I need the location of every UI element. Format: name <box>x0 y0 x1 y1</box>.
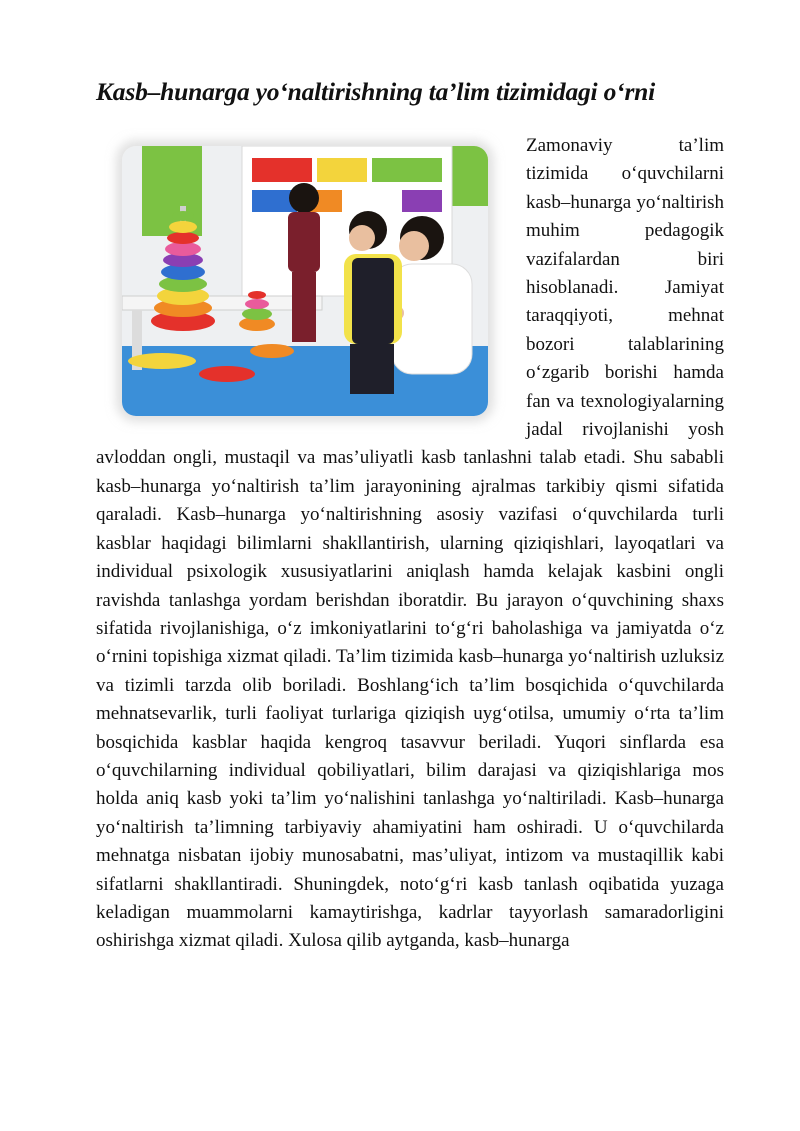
photo-child-vest <box>352 258 394 344</box>
photo-woman-face <box>399 231 429 261</box>
photo-child-face <box>349 225 375 251</box>
photo-child-legs <box>350 344 394 394</box>
photo-boy-back-body <box>288 212 320 272</box>
document-page <box>96 72 724 956</box>
document-body-paragraph: Zamonaviy ta’lim tizimida o‘quvchilarni kasb–hunarga yo‘naltirish muhim pedagogik vazifalardan biri hisoblanadi. Jamiyat taraqqiyoti, mehnat bozori talablarining o‘zgarib borishi hamda fan va texnologiyalarning jadal rivojlanishi yosh avloddan ongli, mustaqil va mas’uliyatli kasb tanlashni talab etadi. Shu sababli kasb–hunarga yo‘naltirish ta’lim jarayonining ajralmas tarkibiy qismi sifatida qaraladi. Kasb–hunarga yo‘naltirishning asosiy vazifasi o‘quvchilarda turli kasblar haqidagi bilimlarni shakllantirish, ularning qiziqishlari, layoqatlari va individual psixologik xususiyatlarini aniqlash hamda kelajak kasbini ongli ravishda tanlashga yordam berishdan iboratdir. Bu jarayon o‘quvchining shaxs sifatida rivojlanishiga, o‘z imkoniyatlarini to‘g‘ri baholashiga va jamiyatda o‘z o‘rnini topishiga xizmat qiladi. Ta’lim tizimida kasb–hunarga yo‘naltirish uzluksiz va tizimli tarzda olib boriladi. Boshlang‘ich ta’lim bosqichida o‘quvchilarda mehnatsevarlik, turli faoliyat turlariga qiziqish uyg‘otilsa, umumiy o‘rta ta’lim bosqichida kasblar haqida kengroq tasavvur beriladi. Yuqori sinflarda esa o‘quvchilarning individual qobiliyatlari, bilim darajasi va qiziqishlariga mos holda aniq kasb yoki ta’lim yo‘nalishini tanlashga yo‘naltiriladi. Kasb–hunarga yo‘naltirish ta’limning tarbiyaviy ahamiyatini ham oshiradi. U o‘quvchilarda mehnatga nisbatan ijobiy munosabatni, mas’uliyat, intizom va mustaqillik kabi sifatlarni shakllantiradi. Shuningdek, noto‘g‘ri kasb tanlash oqibatida yuzaga keladigan muammolarni kamaytirishga, kadrlar tayyorlash samaradorligini oshirishga xizmat qiladi. Xulosa qilib aytganda, kasb–hunarga <box>96 135 724 952</box>
photo-ring-7 <box>165 242 201 256</box>
photo-boy-back-legs <box>292 272 316 342</box>
classroom-photo-frame <box>110 136 500 436</box>
photo-woman-body <box>392 264 472 374</box>
photo-floor-toy-2 <box>199 366 255 382</box>
photo-shelf-purple-box <box>402 190 442 212</box>
document-title: Kasb–hunarga yo‘naltirishning ta’lim tizimidagi o‘rni <box>96 77 656 106</box>
photo-green-panel <box>142 146 202 236</box>
photo-small-ring-3 <box>245 299 269 309</box>
classroom-illustration <box>122 146 488 416</box>
classroom-photo <box>122 146 488 416</box>
photo-ring-8 <box>167 232 199 244</box>
photo-small-ring-4 <box>248 291 266 299</box>
photo-shelf-yellow-box <box>317 158 367 182</box>
photo-small-ring-2 <box>242 308 272 320</box>
photo-shelf-red-box <box>252 158 312 182</box>
photo-ring-10 <box>172 211 194 221</box>
photo-floor-toy-1 <box>128 353 196 369</box>
photo-boy-back-head <box>289 183 319 213</box>
photo-ring-9 <box>169 221 197 233</box>
photo-floor-toy-3 <box>250 344 294 358</box>
photo-shelf-green-box <box>372 158 442 182</box>
